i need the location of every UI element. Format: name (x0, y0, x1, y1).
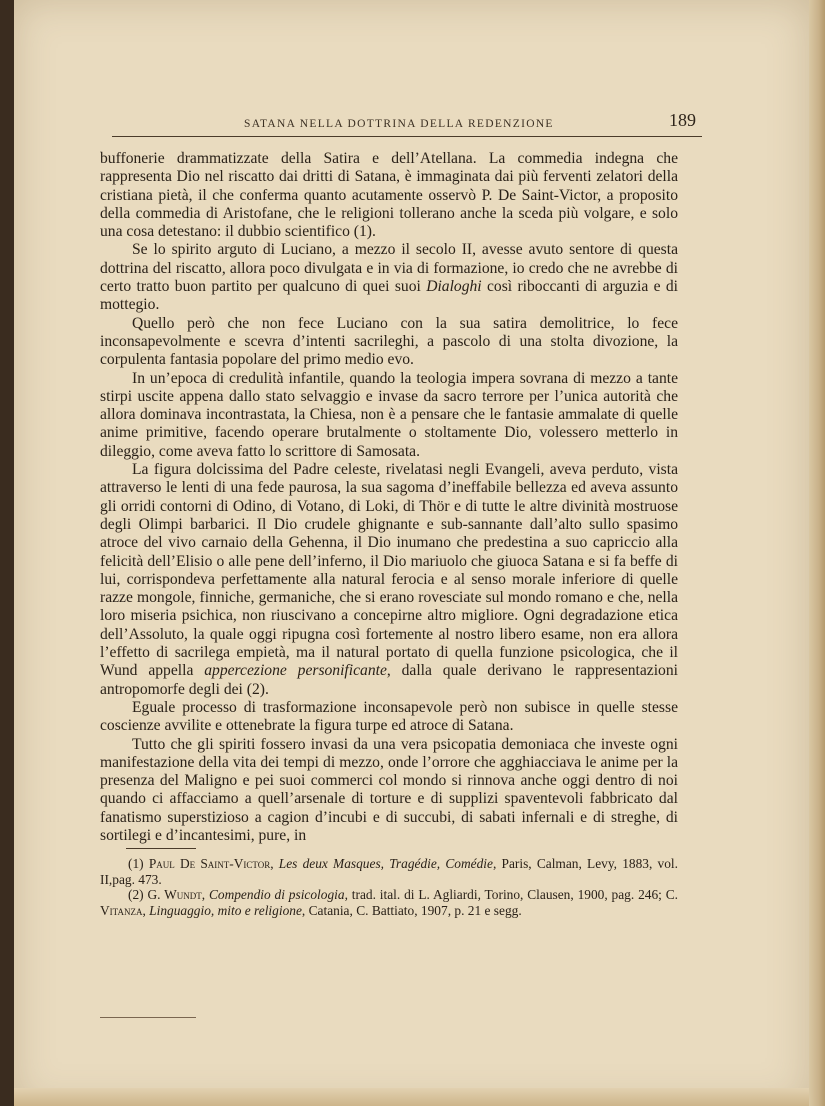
footnote-2-rest-1: , trad. ital. di L. Agliardi, Torino, Clausen, 1900, pag. 246; (344, 887, 666, 903)
footnote-2-number: (2) (128, 887, 148, 903)
paragraph-2 (100, 241, 678, 314)
paragraph-5-text-b: , dalla quale derivano le rappresentazioni antropomorfe degli dei (2). (100, 662, 678, 698)
footnote-2 (100, 887, 678, 918)
paragraph-6: Eguale processo di trasformazione inconsapevole però non subisce in quelle stesse coscienze avvilite e ottenebrate la figura turpe ed atroce di Satana. (100, 698, 678, 735)
century-numeral: II (461, 241, 473, 259)
paragraph-7: Tutto che gli spiriti fossero invasi da una vera psicopatia demoniaca che investe ogni manifestazione della vita dei tempi di mezzo, onde l’orrore che agghiacciava le anime per la presenza del Maligno e pei suoi commerci col mondo si rinnova anche oggi dentro di noi quando ci affacciamo a quell’arsenale di torture e di supplizi spaventevoli fabbricato dal fanatismo superstizioso a cagion d’incubi e di succubi, di sabati infernali e di streghe, di sortilegi e d’incantesimi, pure, in (100, 735, 678, 844)
footnote-1-author: Paul De Saint-Victor (148, 856, 271, 871)
footnote-2-title-2: Linguaggio, mito e religione (149, 902, 302, 918)
paragraph-2-text-a: Se lo spirito arguto di Luciano, a mezzo il secolo (132, 241, 462, 259)
paragraph-5 (100, 461, 678, 699)
footnote-1 (100, 856, 678, 887)
dialoghi-title: Dialoghi (426, 278, 482, 296)
footnote-1-number: (1) (128, 856, 149, 871)
footnote-1-title: Les deux Masques, Tragédie, Comédie (278, 856, 493, 871)
footnote-1-rest: , Paris, Calman, Levy, 1883, vol. II,pag. 473. (100, 856, 678, 887)
page-edge-right (809, 0, 825, 1106)
page-header (112, 110, 702, 137)
footnote-2-title-1: Compendio di psicologia (208, 887, 345, 903)
footnote-1-sep: , (270, 856, 279, 871)
appercezione-term: appercezione personificante (204, 662, 387, 680)
running-head: SATANA NELLA DOTTRINA DELLA REDENZIONE (244, 118, 554, 130)
body-text (100, 150, 678, 845)
paragraph-2-text-c: così riboccanti di arguzia e di mottegio. (100, 278, 679, 314)
footnote-2-author-2: C. Vitanza (100, 887, 679, 918)
paragraph-5-text-a: La figura dolcissima del Padre celeste, rivelatasi negli Evangeli, aveva perduto, vista attraverso le lenti di una fede paurosa, la sua sagoma d’ineffabile bellezza ed aveva assunto gli orridi contorni di Odino, di Votano, di Loki, di Thör e di tutte le altre divinità mostruose degli Olimpi barbarici. Il Dio crudele ghignante e sub-sannante dall’alto sullo spasimo atroce del vivo carnaio della Gehenna, il Dio inumano che predestina a suo capriccio alla felicità dell’Elisio o alle pene dell’inferno, il Dio mariuolo che giuoca Satana e si fa beffe di lui, corrispondeva perfettamente alla natural ferocia e al senso morale inferiore di quelle razze mongole, finniche, germaniche, che si erano rovesciate sul mondo romano e che, nella loro miseria psichica, non riuscivano a concepirne altro migliore. Ogni degradazione etica dell’Assoluto, la quale oggi ripugna così fortemente al nostro libero esame, non era allora l’effetto di sacrilega empietà, ma il natural portato di quella funzione psicologica, che il Wund appella (100, 461, 678, 680)
paragraph-2-text-b: , avesse avuto sentore di questa dottrina del riscatto, allora poco divulgata e in via di formazione, io credo che ne avrebbe di certo tratto buon partito per qualcuno di quei suoi (100, 241, 678, 296)
footnote-2-author-1: G. Wundt (147, 887, 202, 903)
page-number: 189 (669, 110, 696, 130)
footnote-2-sep-1: , (201, 887, 209, 903)
footnote-2-rest-2: , Catania, C. Battiato, 1907, p. 21 e segg. (301, 902, 522, 918)
paragraph-3: Quello però che non fece Luciano con la sua satira demolitrice, lo fece inconsapevolmente e scevra d’intenti sacrileghi, a pascolo di una stolta divozione, la corpulenta fantasia popolare del primo medio evo. (100, 314, 678, 369)
page-edge-bottom (14, 1088, 809, 1106)
bottom-rule (100, 1017, 196, 1018)
footnote-rule (126, 848, 196, 849)
paragraph-1 (100, 150, 678, 241)
footnotes (100, 856, 678, 918)
footnote-2-sep-2: , (142, 902, 150, 918)
paragraph-1-text: buffonerie drammatizzate della Satira e dell’Atellana. La commedia indegna che rappresenta Dio nel riscatto dai dritti di Satana, è immaginata dai più ferventi zelatori della cristiana pietà, il che conferma quanto acutamente osservò P. De Saint-Victor, a proposito della commedia di Aristofane, che le religioni tollerano anche la sceda più volgare, e solo una cosa detestano: il dubbio scientifico (1). (100, 150, 678, 241)
paragraph-4: In un’epoca di credulità infantile, quando la teologia impera sovrana di mezzo a tante stirpi uscite appena dallo stato selvaggio e invase da sacro terrore per l’unica autorità che allora dominava incontrastata, la Chiesa, non è a pensare che le fantasie ammalate di quelle anime primitive, facendo operare brutalmente o stoltamente Dio, volessero metterlo in dileggio, come aveva fatto lo scrittore di Samosata. (100, 369, 678, 460)
